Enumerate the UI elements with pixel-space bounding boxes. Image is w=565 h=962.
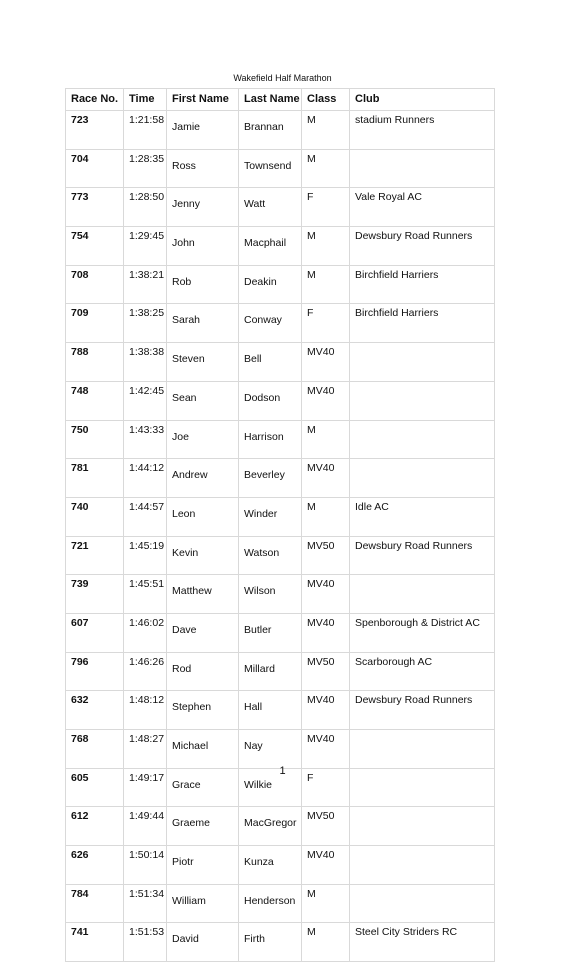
table-row <box>66 304 495 343</box>
cell-first-name: Sean <box>167 381 239 420</box>
cell-last-name: Firth <box>239 923 302 962</box>
cell-time: 1:45:19 <box>124 536 167 575</box>
table-row <box>66 111 495 150</box>
cell-first-name: Andrew <box>167 459 239 498</box>
cell-time: 1:38:21 <box>124 265 167 304</box>
cell-last-name: Henderson <box>239 884 302 923</box>
cell-first-name: Graeme <box>167 807 239 846</box>
cell-club <box>350 846 495 885</box>
cell-club <box>350 149 495 188</box>
cell-class: MV40 <box>302 575 350 614</box>
cell-race-no: 781 <box>66 459 124 498</box>
table-row <box>66 807 495 846</box>
cell-class: MV40 <box>302 691 350 730</box>
cell-first-name: Rob <box>167 265 239 304</box>
table-row <box>66 149 495 188</box>
cell-race-no: 709 <box>66 304 124 343</box>
cell-time: 1:43:33 <box>124 420 167 459</box>
cell-last-name: Conway <box>239 304 302 343</box>
results-body <box>66 111 495 962</box>
cell-last-name: Deakin <box>239 265 302 304</box>
header-club: Club <box>350 89 495 111</box>
cell-last-name: Hall <box>239 691 302 730</box>
header-time: Time <box>124 89 167 111</box>
cell-first-name: Jamie <box>167 111 239 150</box>
table-row <box>66 343 495 382</box>
cell-first-name: Dave <box>167 613 239 652</box>
cell-class: M <box>302 149 350 188</box>
cell-time: 1:38:25 <box>124 304 167 343</box>
cell-race-no: 607 <box>66 613 124 652</box>
cell-club <box>350 459 495 498</box>
cell-class: MV50 <box>302 807 350 846</box>
cell-time: 1:28:35 <box>124 149 167 188</box>
cell-first-name: Steven <box>167 343 239 382</box>
cell-time: 1:51:34 <box>124 884 167 923</box>
cell-class: M <box>302 111 350 150</box>
cell-class: MV40 <box>302 343 350 382</box>
cell-club <box>350 884 495 923</box>
cell-class: M <box>302 923 350 962</box>
cell-last-name: Dodson <box>239 381 302 420</box>
cell-class: M <box>302 420 350 459</box>
cell-race-no: 605 <box>66 768 124 807</box>
table-row <box>66 691 495 730</box>
cell-race-no: 740 <box>66 497 124 536</box>
cell-class: M <box>302 265 350 304</box>
page-number: 1 <box>279 765 286 777</box>
cell-first-name: Joe <box>167 420 239 459</box>
cell-time: 1:51:53 <box>124 923 167 962</box>
cell-race-no: 768 <box>66 730 124 769</box>
cell-time: 1:45:51 <box>124 575 167 614</box>
cell-club <box>350 381 495 420</box>
cell-club: Dewsbury Road Runners <box>350 691 495 730</box>
cell-club: Birchfield Harriers <box>350 304 495 343</box>
cell-last-name: Watson <box>239 536 302 575</box>
cell-first-name: Kevin <box>167 536 239 575</box>
cell-time: 1:44:57 <box>124 497 167 536</box>
cell-race-no: 741 <box>66 923 124 962</box>
cell-first-name: David <box>167 923 239 962</box>
table-row <box>66 227 495 266</box>
cell-last-name: Kunza <box>239 846 302 885</box>
cell-club: Scarborough AC <box>350 652 495 691</box>
cell-first-name: Jenny <box>167 188 239 227</box>
table-row <box>66 420 495 459</box>
cell-race-no: 750 <box>66 420 124 459</box>
cell-race-no: 723 <box>66 111 124 150</box>
header-row <box>66 89 495 111</box>
table-row <box>66 652 495 691</box>
cell-class: MV40 <box>302 730 350 769</box>
cell-time: 1:44:12 <box>124 459 167 498</box>
cell-time: 1:46:26 <box>124 652 167 691</box>
cell-first-name: Michael <box>167 730 239 769</box>
header-last-name: Last Name <box>239 89 302 111</box>
cell-last-name: MacGregor <box>239 807 302 846</box>
cell-time: 1:28:50 <box>124 188 167 227</box>
cell-class: M <box>302 497 350 536</box>
header-class: Class <box>302 89 350 111</box>
cell-last-name: Winder <box>239 497 302 536</box>
cell-race-no: 788 <box>66 343 124 382</box>
cell-race-no: 612 <box>66 807 124 846</box>
cell-last-name: Millard <box>239 652 302 691</box>
table-row <box>66 188 495 227</box>
cell-first-name: John <box>167 227 239 266</box>
cell-time: 1:29:45 <box>124 227 167 266</box>
table-row <box>66 459 495 498</box>
cell-class: MV40 <box>302 613 350 652</box>
cell-race-no: 796 <box>66 652 124 691</box>
cell-last-name: Wilson <box>239 575 302 614</box>
cell-class: M <box>302 884 350 923</box>
cell-first-name: Ross <box>167 149 239 188</box>
cell-club <box>350 343 495 382</box>
cell-time: 1:49:17 <box>124 768 167 807</box>
cell-class: MV40 <box>302 459 350 498</box>
cell-race-no: 632 <box>66 691 124 730</box>
table-row <box>66 497 495 536</box>
table-row <box>66 884 495 923</box>
cell-last-name: Beverley <box>239 459 302 498</box>
cell-time: 1:48:12 <box>124 691 167 730</box>
table-row <box>66 846 495 885</box>
cell-class: M <box>302 227 350 266</box>
cell-race-no: 704 <box>66 149 124 188</box>
cell-time: 1:50:14 <box>124 846 167 885</box>
cell-class: MV40 <box>302 846 350 885</box>
cell-first-name: Rod <box>167 652 239 691</box>
cell-class: MV50 <box>302 536 350 575</box>
cell-class: MV50 <box>302 652 350 691</box>
cell-time: 1:48:27 <box>124 730 167 769</box>
cell-club <box>350 730 495 769</box>
table-row <box>66 536 495 575</box>
cell-race-no: 784 <box>66 884 124 923</box>
cell-race-no: 626 <box>66 846 124 885</box>
header-first-name: First Name <box>167 89 239 111</box>
document-title: Wakefield Half Marathon <box>233 73 332 83</box>
cell-club: stadium Runners <box>350 111 495 150</box>
cell-club: Birchfield Harriers <box>350 265 495 304</box>
cell-first-name: Stephen <box>167 691 239 730</box>
table-row <box>66 265 495 304</box>
table-row <box>66 923 495 962</box>
cell-club: Vale Royal AC <box>350 188 495 227</box>
cell-club <box>350 575 495 614</box>
cell-last-name: Harrison <box>239 420 302 459</box>
cell-last-name: Brannan <box>239 111 302 150</box>
cell-time: 1:49:44 <box>124 807 167 846</box>
cell-club: Dewsbury Road Runners <box>350 227 495 266</box>
table-row <box>66 730 495 769</box>
cell-first-name: Piotr <box>167 846 239 885</box>
cell-race-no: 721 <box>66 536 124 575</box>
cell-class: F <box>302 188 350 227</box>
cell-time: 1:46:02 <box>124 613 167 652</box>
cell-time: 1:38:38 <box>124 343 167 382</box>
cell-club <box>350 807 495 846</box>
cell-club: Steel City Striders RC <box>350 923 495 962</box>
cell-race-no: 739 <box>66 575 124 614</box>
cell-club: Idle AC <box>350 497 495 536</box>
cell-first-name: Grace <box>167 768 239 807</box>
header-race-no: Race No. <box>66 89 124 111</box>
cell-club <box>350 420 495 459</box>
cell-race-no: 748 <box>66 381 124 420</box>
cell-club: Dewsbury Road Runners <box>350 536 495 575</box>
cell-last-name: Butler <box>239 613 302 652</box>
cell-race-no: 754 <box>66 227 124 266</box>
cell-first-name: William <box>167 884 239 923</box>
cell-last-name: Wilkie <box>239 768 302 807</box>
cell-time: 1:21:58 <box>124 111 167 150</box>
results-table <box>65 88 495 962</box>
cell-class: F <box>302 768 350 807</box>
cell-club: Spenborough & District AC <box>350 613 495 652</box>
cell-last-name: Bell <box>239 343 302 382</box>
cell-last-name: Watt <box>239 188 302 227</box>
cell-first-name: Sarah <box>167 304 239 343</box>
cell-first-name: Leon <box>167 497 239 536</box>
cell-last-name: Townsend <box>239 149 302 188</box>
cell-first-name: Matthew <box>167 575 239 614</box>
table-row <box>66 613 495 652</box>
cell-time: 1:42:45 <box>124 381 167 420</box>
cell-race-no: 773 <box>66 188 124 227</box>
cell-race-no: 708 <box>66 265 124 304</box>
table-row <box>66 381 495 420</box>
cell-class: MV40 <box>302 381 350 420</box>
cell-class: F <box>302 304 350 343</box>
cell-last-name: Macphail <box>239 227 302 266</box>
cell-last-name: Nay <box>239 730 302 769</box>
table-row <box>66 575 495 614</box>
